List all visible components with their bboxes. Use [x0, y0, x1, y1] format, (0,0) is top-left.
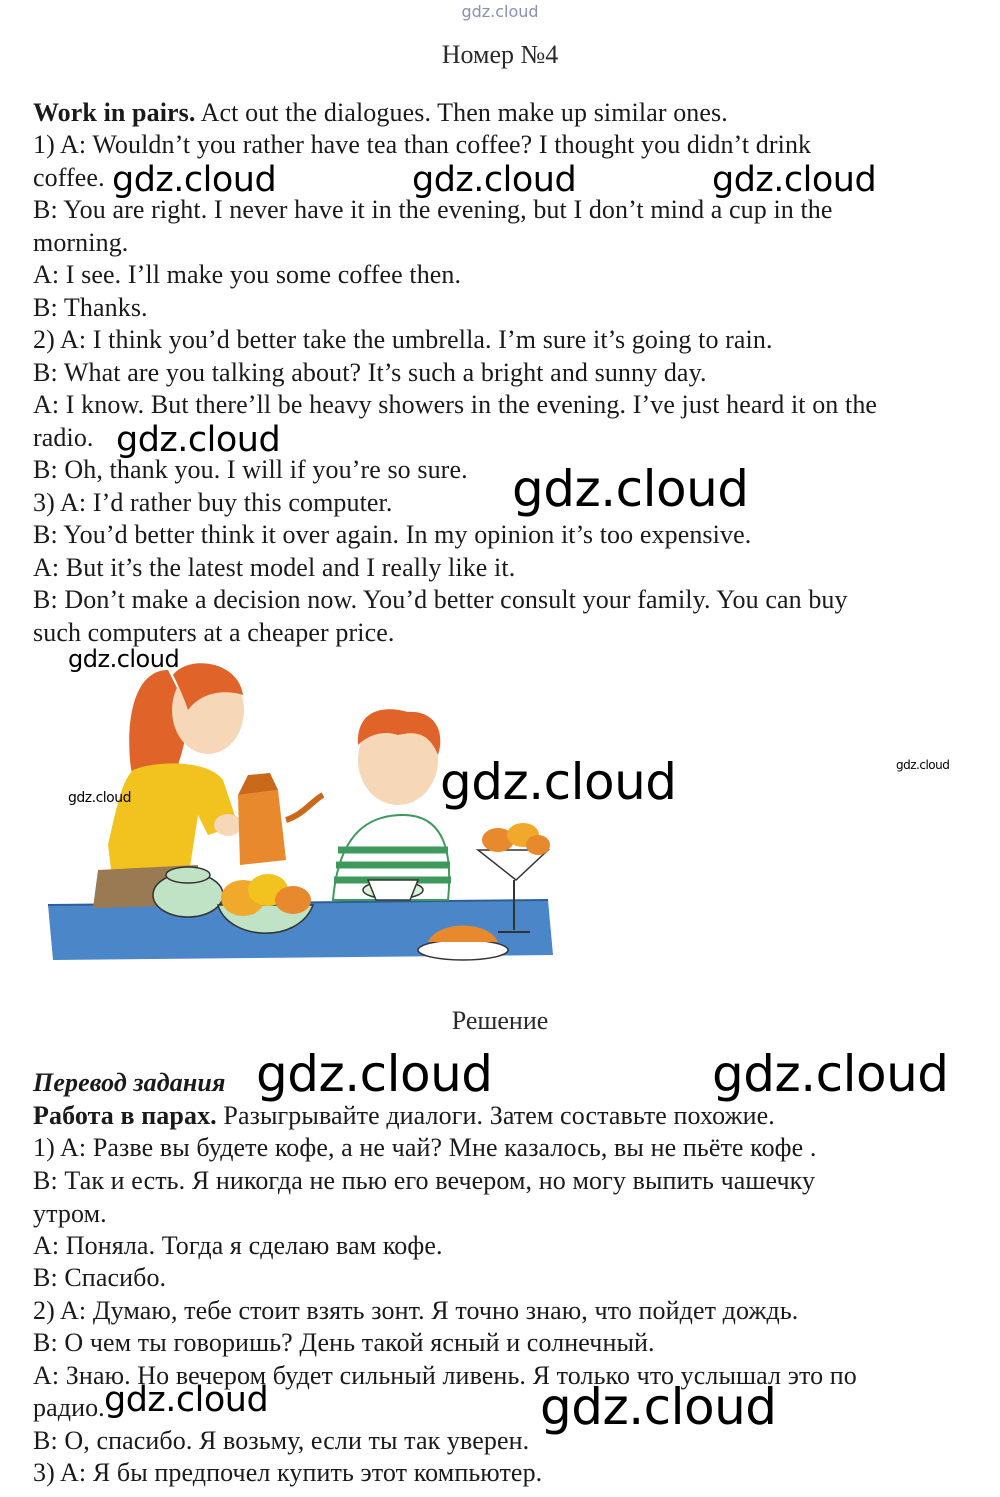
solution-heading: Решение: [451, 1006, 549, 1035]
watermark: gdz.cloud: [256, 1045, 493, 1103]
task-line: 2) A: I think you’d better take the umbrella. I’m sure it’s going to rain.: [33, 325, 773, 354]
task-line: such computers at a cheaper price.: [33, 618, 395, 647]
task-intro-rest: Act out the dialogues. Then make up similar ones.: [195, 98, 728, 127]
illustration-breakfast: [38, 650, 558, 975]
task-line: B: You’d better think it over again. In my opinion it’s too expensive.: [33, 520, 752, 549]
watermark-top: gdz.cloud: [461, 2, 539, 21]
translation-line: A: Знаю. Но вечером будет сильный ливень. Я только что услышал это по: [33, 1361, 857, 1390]
task-line: B: Thanks.: [33, 293, 148, 322]
watermark: gdz.cloud: [104, 1380, 269, 1420]
task-line: radio.: [33, 423, 94, 452]
watermark: gdz.cloud: [68, 645, 180, 673]
watermark: gdz.cloud: [68, 790, 131, 806]
translation-line: 2) A: Думаю, тебе стоит взять зонт. Я точно знаю, что пойдет дождь.: [33, 1296, 799, 1325]
task-line: A: I know. But there’ll be heavy showers in the evening. I’ve just heard it on the: [33, 390, 878, 419]
task-line: B: You are right. I never have it in the evening, but I don’t mind a cup in the: [33, 195, 833, 224]
task-line: A: But it’s the latest model and I really like it.: [33, 553, 516, 582]
translation-intro: [33, 1100, 775, 1132]
watermark: gdz.cloud: [116, 420, 281, 460]
translation-line: A: Поняла. Тогда я сделаю вам кофе.: [33, 1231, 443, 1260]
translation-line: 1) A: Разве вы будете кофе, а не чай? Мне казалось, вы не пьёте кофе .: [33, 1133, 817, 1162]
task-line: A: I see. I’ll make you some coffee then.: [33, 260, 462, 289]
translation-line: 3) A: Я бы предпочел купить этот компьютер.: [33, 1458, 543, 1487]
task-intro-bold: Work in pairs.: [33, 98, 196, 127]
watermark: gdz.cloud: [540, 1378, 777, 1436]
task-line: coffee.: [33, 163, 105, 192]
watermark: gdz.cloud: [896, 758, 950, 772]
task-line: 1) A: Wouldn’t you rather have tea than coffee? I thought you didn’t drink: [33, 130, 812, 159]
translation-intro-bold: Работа в парах.: [33, 1101, 217, 1130]
watermark: gdz.cloud: [512, 460, 749, 518]
watermark: gdz.cloud: [440, 753, 677, 811]
translation-intro-rest: Разыгрывайте диалоги. Затем составьте похожие.: [216, 1101, 775, 1130]
translation-line: B: Спасибо.: [33, 1263, 167, 1292]
task-intro: [33, 97, 728, 129]
watermark: gdz.cloud: [112, 160, 277, 200]
translation-line: утром.: [33, 1199, 107, 1228]
task-line: morning.: [33, 228, 129, 257]
watermark: gdz.cloud: [712, 1045, 949, 1103]
translation-line: B: О чем ты говоришь? День такой ясный и солнечный.: [33, 1328, 655, 1357]
boy-figure: [333, 709, 451, 900]
bread-basket-icon: [218, 874, 313, 933]
page-heading: Номер №4: [441, 40, 559, 69]
translation-line: радио.: [33, 1393, 105, 1422]
task-line: B: Oh, thank you. I will if you’re so sure.: [33, 455, 468, 484]
task-line: 3) A: I’d rather buy this computer.: [33, 488, 393, 517]
task-line: B: What are you talking about? It’s such a bright and sunny day.: [33, 358, 707, 387]
watermark: gdz.cloud: [712, 160, 877, 200]
watermark: gdz.cloud: [412, 160, 577, 200]
task-line: B: Don’t make a decision now. You’d better consult your family. You can buy: [33, 585, 848, 614]
translation-line: B: Так и есть. Я никогда не пью его вечером, но могу выпить чашечку: [33, 1166, 816, 1195]
translation-line: B: О, спасибо. Я возьму, если ты так уверен.: [33, 1426, 530, 1455]
coffee-pot-icon: [238, 773, 323, 865]
translation-title: Перевод задания: [33, 1068, 226, 1097]
cup-icon: [363, 880, 423, 900]
